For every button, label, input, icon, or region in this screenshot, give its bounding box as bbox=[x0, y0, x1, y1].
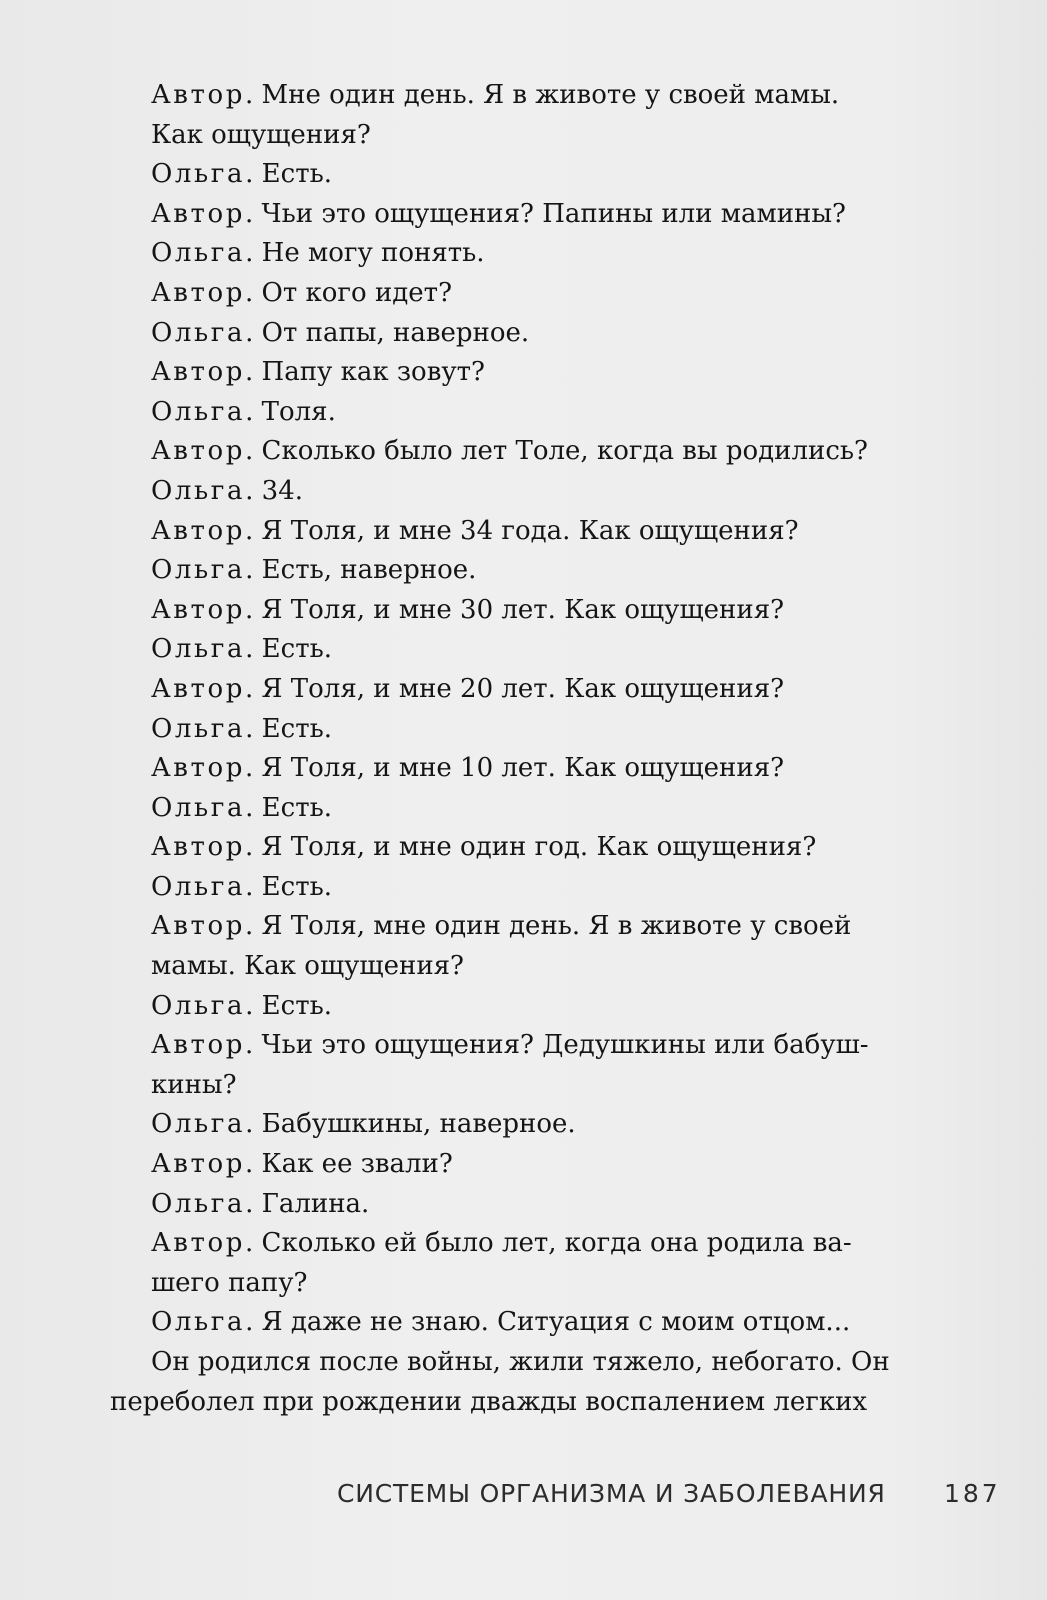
dialogue-line: Ольга. Толя. bbox=[151, 396, 336, 427]
speaker-name: Автор bbox=[151, 1030, 246, 1061]
speaker-name: Ольга bbox=[151, 1188, 246, 1219]
dialogue-line: Ольга. Не могу понять. bbox=[151, 238, 485, 269]
dialogue-line: Ольга. Есть. bbox=[151, 634, 333, 665]
speaker-name: Ольга bbox=[151, 159, 246, 190]
speaker-name: Ольга bbox=[151, 238, 246, 269]
speaker-name: Ольга bbox=[151, 475, 246, 506]
speaker-name: Автор bbox=[151, 832, 246, 863]
dialogue-line: Ольга. Есть, наверное. bbox=[151, 555, 477, 586]
dialogue-line: Автор. Как ее звали? bbox=[151, 1149, 453, 1180]
dialogue-text bbox=[110, 76, 918, 1422]
speaker-name: Ольга bbox=[151, 713, 246, 744]
dialogue-line: Автор. Сколько ей было лет, когда она родила ва- шего папу? bbox=[151, 1228, 852, 1298]
dialogue-line: Автор. Я Толя, и мне 34 года. Как ощущения? bbox=[151, 515, 799, 546]
speaker-name: Ольга bbox=[151, 555, 246, 586]
speaker-name: Автор bbox=[151, 357, 246, 388]
dialogue-line: Ольга. От папы, наверное. bbox=[151, 317, 530, 348]
speaker-name: Автор bbox=[151, 1149, 246, 1180]
dialogue-line: Автор. Чьи это ощущения? Папины или мамины? bbox=[151, 198, 847, 229]
dialogue-line: Автор. Мне один день. Я в животе у своей мамы. Как ощущения? bbox=[151, 80, 840, 150]
speaker-name: Ольга bbox=[151, 634, 246, 665]
speaker-name: Автор bbox=[151, 436, 246, 467]
dialogue-line: Ольга. 34. bbox=[151, 475, 304, 506]
speaker-name: Автор bbox=[151, 515, 246, 546]
speaker-name: Автор bbox=[151, 594, 246, 625]
speaker-name: Ольга bbox=[151, 792, 246, 823]
running-head: СИСТЕМЫ ОРГАНИЗМА И ЗАБОЛЕВАНИЯ bbox=[337, 1479, 886, 1508]
speaker-name: Автор bbox=[151, 198, 246, 229]
dialogue-line: Автор. Папу как зовут? bbox=[151, 357, 485, 388]
speaker-name: Ольга bbox=[151, 1109, 246, 1140]
dialogue-line: Ольга. Бабушкины, наверное. bbox=[151, 1109, 576, 1140]
dialogue-line: Ольга. Есть. bbox=[151, 792, 333, 823]
speaker-name: Ольга bbox=[151, 396, 246, 427]
dialogue-line: Автор. От кого идет? bbox=[151, 277, 453, 308]
speaker-name: Ольга bbox=[151, 990, 246, 1021]
speaker-name: Автор bbox=[151, 1228, 246, 1259]
speaker-name: Автор bbox=[151, 80, 246, 110]
dialogue-line: Ольга. Галина. bbox=[151, 1188, 370, 1219]
dialogue-line: Автор. Я Толя, и мне 10 лет. Как ощущения? bbox=[151, 753, 785, 784]
dialogue-line: Ольга. Есть. bbox=[151, 713, 333, 744]
dialogue-line: Автор. Я Толя, и мне 30 лет. Как ощущения? bbox=[151, 594, 785, 625]
speaker-name: Автор bbox=[151, 753, 246, 784]
dialogue-line: Автор. Чьи это ощущения? Дедушкины или бабуш- кины? bbox=[151, 1030, 869, 1100]
speaker-name: Автор bbox=[151, 277, 246, 308]
dialogue-line: Автор. Я Толя, мне один день. Я в животе у своей мамы. Как ощущения? bbox=[151, 911, 852, 982]
dialogue-line: Автор. Я Толя, и мне один год. Как ощущения? bbox=[151, 832, 817, 863]
speaker-name: Ольга bbox=[151, 317, 246, 348]
speaker-name: Ольга bbox=[151, 1307, 246, 1338]
dialogue-line: Ольга. Есть. bbox=[151, 159, 333, 190]
dialogue-line: Автор. Я Толя, и мне 20 лет. Как ощущения? bbox=[151, 673, 785, 704]
dialogue-line: Ольга. Есть. bbox=[151, 990, 333, 1021]
page-number: 187 bbox=[944, 1479, 1001, 1508]
speaker-name: Автор bbox=[151, 911, 246, 942]
speaker-name: Автор bbox=[151, 673, 246, 704]
dialogue-line: Автор. Сколько было лет Толе, когда вы родились? bbox=[151, 436, 868, 467]
speaker-name: Ольга bbox=[151, 871, 246, 902]
dialogue-line: Ольга. Я даже не знаю. Ситуация с моим отцом... Он родился после войны, жили тяжело, небогато. Он переболел при рождении дважды воспалением легких bbox=[110, 1307, 890, 1417]
dialogue-line: Ольга. Есть. bbox=[151, 871, 333, 902]
